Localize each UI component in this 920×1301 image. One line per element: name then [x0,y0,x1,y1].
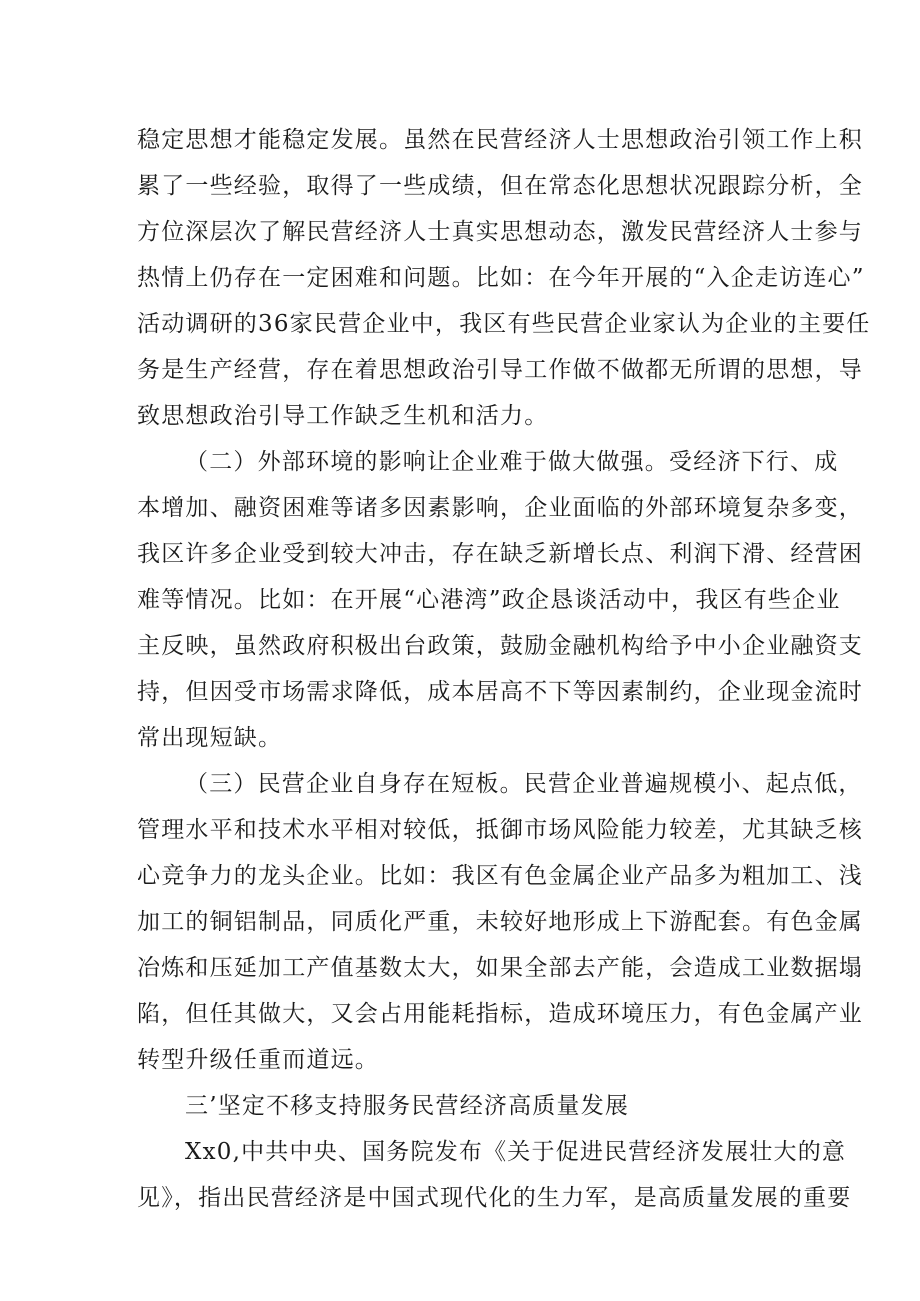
paragraph-line: 持，但因受市场需求降低，成本居高不下等因素制约，企业现金流时 [137,679,863,705]
paragraph-line: 累了一些经验，取得了一些成绩，但在常态化思想状况跟踪分析，全 [137,173,863,199]
paragraph-line: 务是生产经营，存在着思想政治引导工作做不做都无所谓的思想，导 [137,357,863,383]
paragraph-line: （二）外部环境的影响让企业难于做大做强。受经济下行、成 [185,449,839,475]
paragraph-line: Xx0,中共中央、国务院发布《关于促进民营经济发展壮大的意 [185,1139,847,1165]
paragraph-line: 致思想政治引导工作缺乏生机和活力。 [137,403,549,429]
paragraph-line: 我区许多企业受到较大冲击，存在缺乏新增长点、利润下滑、经营困 [137,541,863,567]
paragraph-line: 方位深层次了解民营经济人士真实思想动态，激发民营经济人士参与 [137,219,863,245]
paragraph-line: 主反映，虽然政府积极出台政策，鼓励金融机构给予中小企业融资支 [137,633,863,659]
paragraph-line: 心竞争力的龙头企业。比如：我区有色金属企业产品多为粗加工、浅 [137,863,863,889]
paragraph-line: 冶炼和压延加工产值基数太大，如果全部去产能，会造成工业数据塌 [137,955,863,981]
paragraph-line: 见》，指出民营经济是中国式现代化的生力军，是高质量发展的重要 [137,1185,852,1211]
paragraph-line: 活动调研的36家民营企业中，我区有些民营企业家认为企业的主要任 [137,311,871,337]
paragraph-line: 加工的铜铝制品，同质化严重，未较好地形成上下游配套。有色金属 [137,909,863,935]
paragraph-line: 难等情况。比如：在开展“心港湾”政企恳谈活动中，我区有些企业 [137,587,841,613]
paragraph-line: 陷，但任其做大，又会占用能耗指标，造成环境压力，有色金属产业 [137,1001,863,1027]
paragraph-line: （三）民营企业自身存在短板。民营企业普遍规模小、起点低， [185,771,863,797]
paragraph-line: 转型升级任重而道远。 [137,1047,379,1073]
section-heading: 三’坚定不移支持服务民营经济高质量发展 [185,1093,630,1119]
paragraph-line: 管理水平和技术水平相对较低，抵御市场风险能力较差，尤其缺乏核 [137,817,863,843]
paragraph-line: 本增加、融资困难等诸多因素影响，企业面临的外部环境复杂多变， [137,495,863,521]
paragraph-line: 常出现短缺。 [137,725,283,751]
paragraph-line: 热情上仍存在一定困难和问题。比如：在今年开展的“入企走访连心” [137,265,865,291]
paragraph-line: 稳定思想才能稳定发展。虽然在民营经济人士思想政治引领工作上积 [137,127,863,153]
